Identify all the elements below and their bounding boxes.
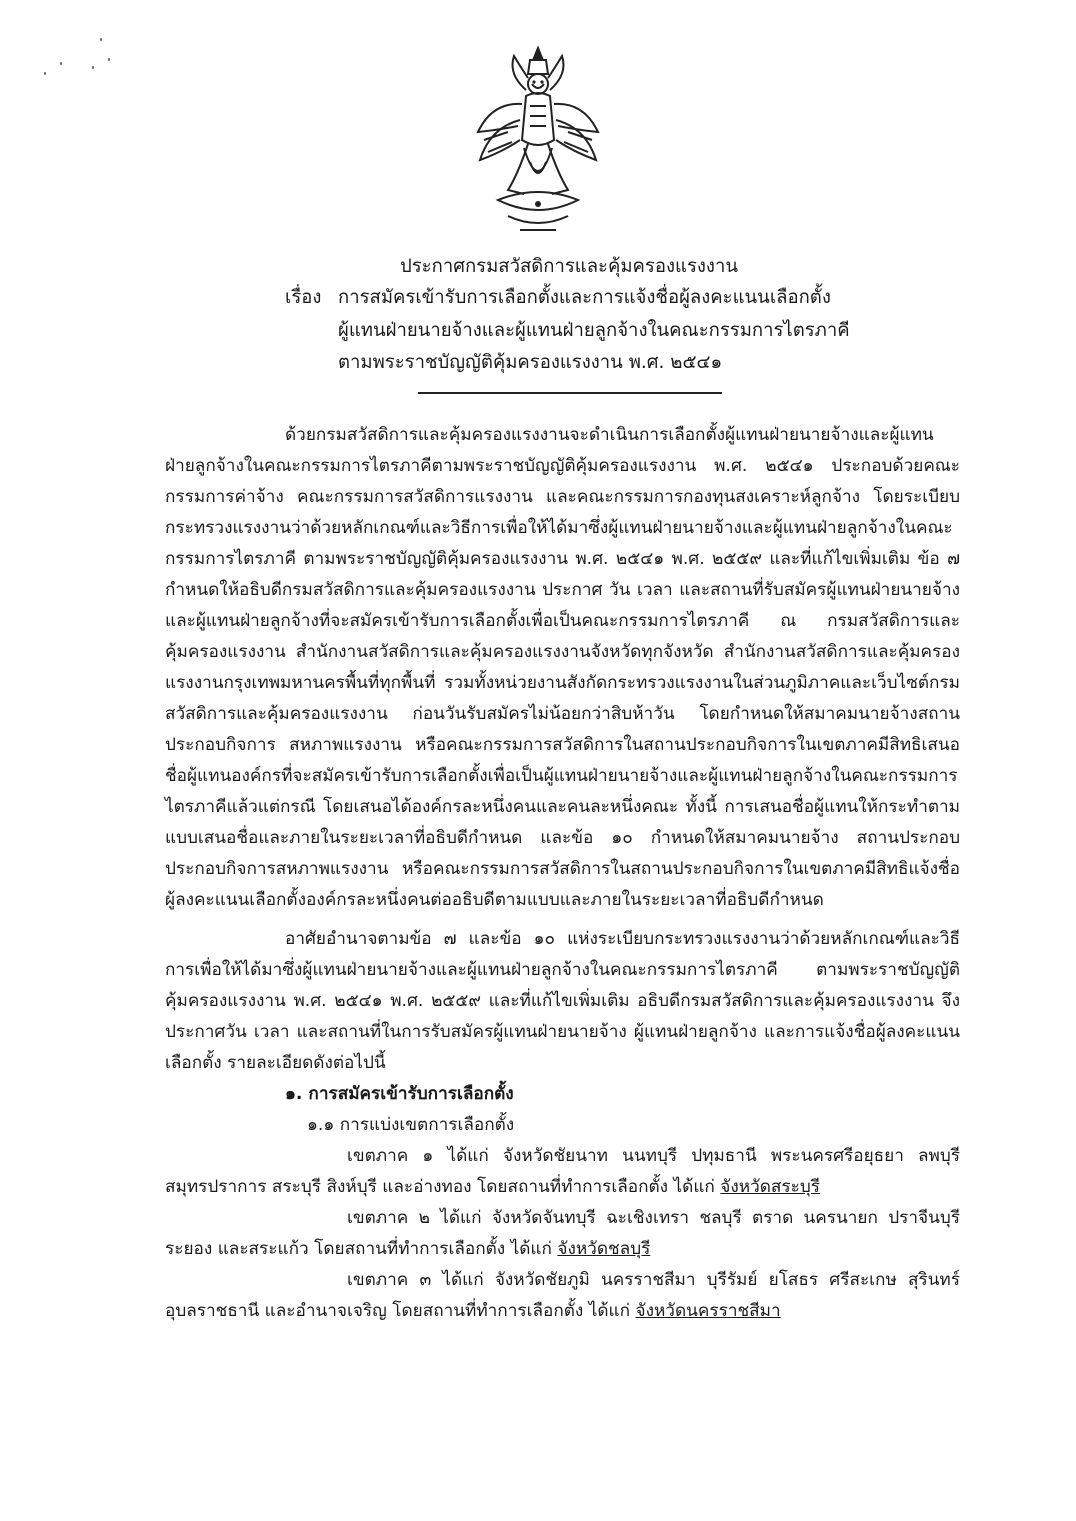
zone-2 (165, 1203, 960, 1265)
subject-line-2: ผู้แทนฝ่ายนายจ้างและผู้แทนฝ่ายลูกจ้างในคณะกรรมการไตรภาคี (338, 320, 850, 341)
garuda-emblem-icon (468, 44, 608, 244)
announcement-body (165, 420, 960, 1327)
zone-2-venue: จังหวัดชลบุรี (557, 1239, 651, 1259)
issuer-title: ประกาศกรมสวัสดิการและคุ้มครองแรงงาน (400, 256, 738, 277)
zone-3-text: เขตภาค ๓ ได้แก่ จังหวัดชัยภูมิ นครราชสีมา บุรีรัมย์ ยโสธร ศรีสะเกษ สุรินทร์ อุบลราชธานี และอำนาจเจริญ โดยสถานที่ทำการเลือกตั้ง ได้แก่ (165, 1270, 960, 1321)
scan-speck (44, 72, 46, 75)
subject-label: เรื่อง (285, 287, 322, 308)
zone-1-venue: จังหวัดสระบุรี (720, 1177, 820, 1197)
paragraph-preamble: ด้วยกรมสวัสดิการและคุ้มครองแรงงานจะดำเนินการเลือกตั้งผู้แทนฝ่ายนายจ้างและผู้แทนฝ่ายลูกจ้างในคณะกรรมการไตรภาคีตามพระราชบัญญัติคุ้มครองแรงงาน พ.ศ. ๒๕๔๑ ประกอบด้วยคณะกรรมการค่าจ้าง คณะกรรมการสวัสดิการแรงงาน และคณะกรรมการกองทุนสงเคราะห์ลูกจ้าง โดยระเบียบกระทรวงแรงงานว่าด้วยหลักเกณฑ์และวิธีการเพื่อให้ได้มาซึ่งผู้แทนฝ่ายนายจ้างและผู้แทนฝ่ายลูกจ้างในคณะกรรมการไตรภาคี ตามพระราชบัญญัติคุ้มครองแรงงาน พ.ศ. ๒๕๔๑ พ.ศ. ๒๕๕๙ และที่แก้ไขเพิ่มเติม ข้อ ๗ กำหนดให้อธิบดีกรมสวัสดิการและคุ้มครองแรงงาน ประกาศ วัน เวลา และสถานที่รับสมัครผู้แทนฝ่ายนายจ้างและผู้แทนฝ่ายลูกจ้างที่จะสมัครเข้ารับการเลือกตั้งเพื่อเป็นคณะกรรมการไตรภาคี ณ กรมสวัสดิการและคุ้มครองแรงงาน สำนักงานสวัสดิการและคุ้มครองแรงงานจังหวัดทุกจังหวัด สำนักงานสวัสดิการและคุ้มครองแรงงานกรุงเทพมหานครพื้นที่ทุกพื้นที่ รวมทั้งหน่วยงานสังกัดกระทรวงแรงงานในส่วนภูมิภาคและเว็บไซต์กรมสวัสดิการและคุ้มครองแรงงาน ก่อนวันรับสมัครไม่น้อยกว่าสิบห้าวัน โดยกำหนดให้สมาคมนายจ้างสถานประกอบกิจการ สหภาพแรงงาน หรือคณะกรรมการสวัสดิการในสถานประกอบกิจการในเขตภาคมีสิทธิเสนอชื่อผู้แทนองค์กรที่จะสมัครเข้ารับการเลือกตั้งเพื่อเป็นผู้แทนฝ่ายนายจ้างและผู้แทนฝ่ายลูกจ้างในคณะกรรมการไตรภาคีแล้วแต่กรณี โดยเสนอได้องค์กรละหนึ่งคนและคนละหนึ่งคณะ ทั้งนี้ การเสนอชื่อผู้แทนให้กระทำตามแบบเสนอชื่อและภายในระยะเวลาที่อธิบดีกำหนด และข้อ ๑๐ กำหนดให้สมาคมนายจ้าง สถานประกอบประกอบกิจการสหภาพแรงงาน หรือคณะกรรมการสวัสดิการในสถานประกอบกิจการในเขตภาคมีสิทธิแจ้งชื่อผู้ลงคะแนนเลือกตั้งองค์กรละหนึ่งคนต่ออธิบดีตามแบบและภายในระยะเวลาที่อธิบดีกำหนด (165, 425, 960, 910)
zone-1 (165, 1141, 960, 1203)
section-1-1-heading: ๑.๑ การแบ่งเขตการเลือกตั้ง (307, 1115, 515, 1135)
zone-3-venue: จังหวัดนครราชสีมา (635, 1301, 781, 1321)
subject-line-3: ตามพระราชบัญญัติคุ้มครองแรงงาน พ.ศ. ๒๕๔๑ (338, 352, 723, 373)
scan-speck (60, 62, 62, 65)
section-1-heading: ๑. การสมัครเข้ารับการเลือกตั้ง (285, 1084, 514, 1104)
scan-speck (100, 38, 102, 41)
zone-1-text: เขตภาค ๑ ได้แก่ จังหวัดชัยนาท นนทบุรี ปทุมธานี พระนครศรีอยุธยา ลพบุรี สมุทรปราการ สระบุรี สิงห์บุรี และอ่างทอง โดยสถานที่ทำการเลือกตั้ง ได้แก่ (165, 1146, 960, 1197)
scan-speck (108, 58, 110, 61)
zone-3 (165, 1265, 960, 1327)
subject-line-1: การสมัครเข้ารับการเลือกตั้งและการแจ้งชื่อผู้ลงคะแนนเลือกตั้ง (338, 287, 831, 308)
header-divider (418, 392, 722, 394)
zone-2-text: เขตภาค ๒ ได้แก่ จังหวัดจันทบุรี ฉะเชิงเทรา ชลบุรี ตราด นครนายก ปราจีนบุรี ระยอง และสระแก้ว โดยสถานที่ทำการเลือกตั้ง ได้แก่ (165, 1208, 960, 1259)
scan-speck (92, 66, 94, 69)
paragraph-authority: อาศัยอำนาจตามข้อ ๗ และข้อ ๑๐ แห่งระเบียบกระทรวงแรงงานว่าด้วยหลักเกณฑ์และวิธีการเพื่อให้ได้มาซึ่งผู้แทนฝ่ายนายจ้างและผู้แทนฝ่ายลูกจ้างในคณะกรรมการไตรภาคี ตามพระราชบัญญัติคุ้มครองแรงงาน พ.ศ. ๒๕๔๑ พ.ศ. ๒๕๕๙ และที่แก้ไขเพิ่มเติม อธิบดีกรมสวัสดิการและคุ้มครองแรงงาน จึงประกาศวัน เวลา และสถานที่ในการรับสมัครผู้แทนฝ่ายนายจ้าง ผู้แทนฝ่ายลูกจ้าง และการแจ้งชื่อผู้ลงคะแนนเลือกตั้ง รายละเอียดดังต่อไปนี้ (165, 929, 960, 1073)
